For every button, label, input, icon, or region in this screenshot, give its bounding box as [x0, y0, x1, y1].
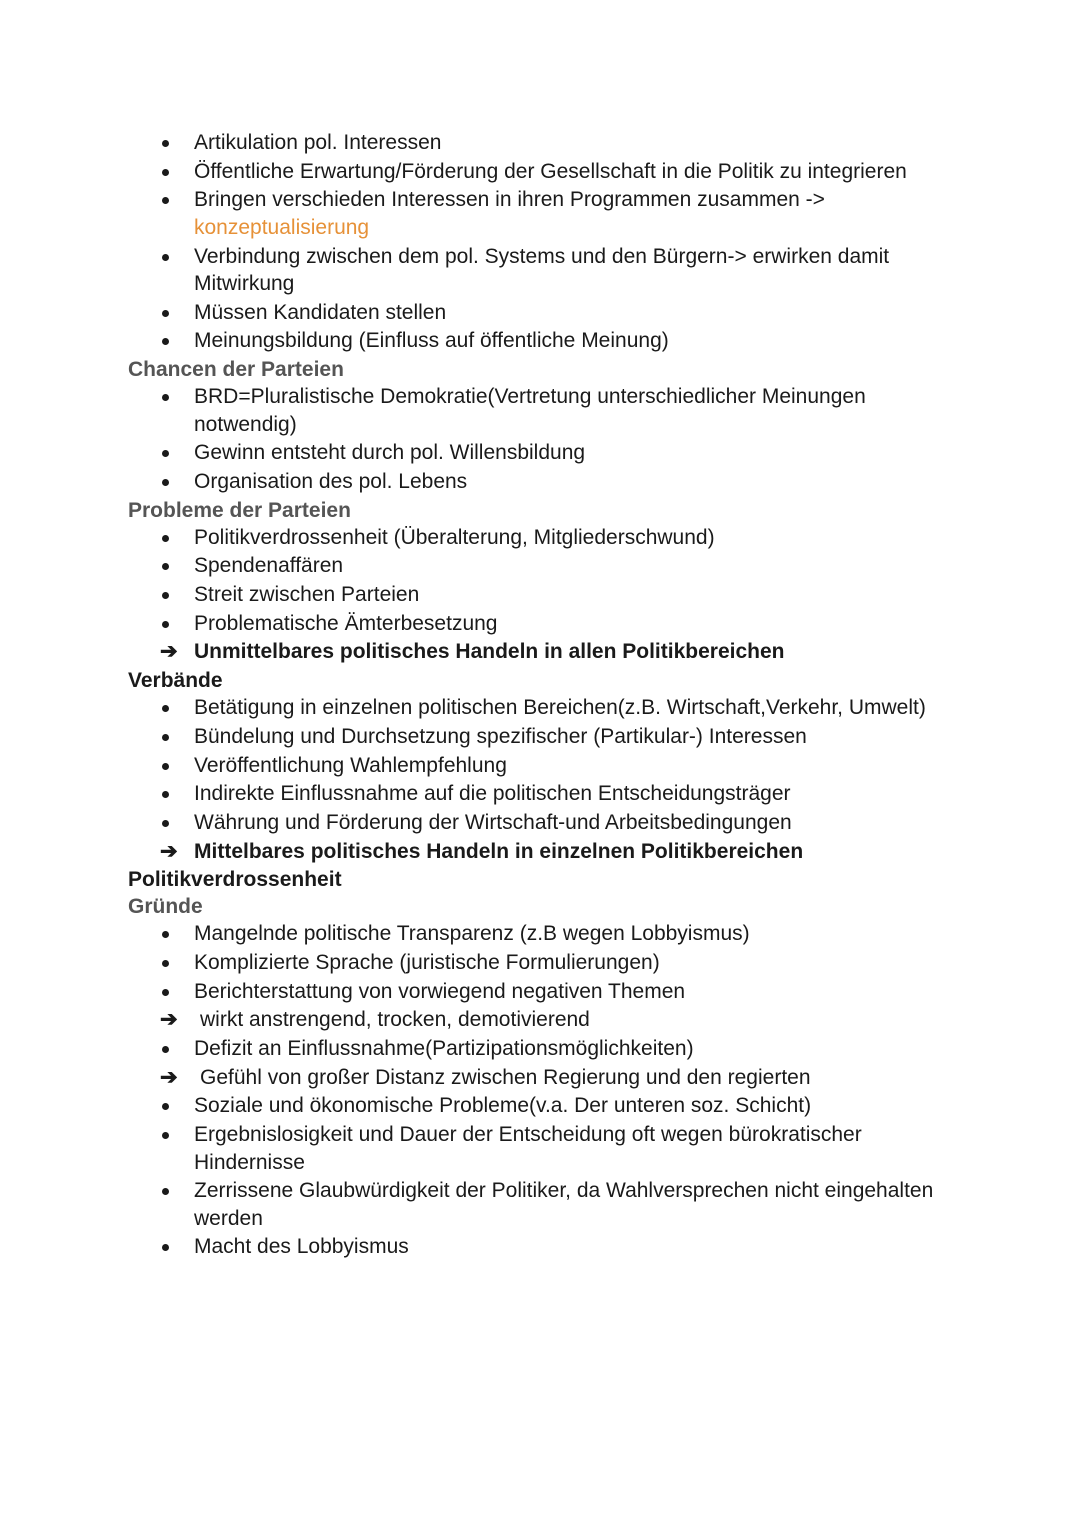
- list-item-text: Müssen Kandidaten stellen: [194, 300, 447, 324]
- list-item-text: Öffentliche Erwartung/Förderung der Gesellschaft in die Politik zu integrieren: [194, 159, 907, 183]
- list-item-text: Berichterstattung von vorwiegend negativen Themen: [194, 979, 686, 1003]
- list-item-text: BRD=Pluralistische Demokratie(Vertretung unterschiedlicher Meinungen notwendig): [194, 385, 866, 436]
- list-item-text: Meinungsbildung (Einfluss auf öffentliche Meinung): [194, 329, 669, 353]
- list-item-text: Mangelnde politische Transparenz (z.B wegen Lobbyismus): [194, 922, 750, 946]
- list-item-text: Bringen verschieden Interessen in ihren Programmen zusammen ->: [194, 188, 825, 212]
- section-heading-probleme: Probleme der Parteien: [128, 498, 351, 522]
- conclusion-text: Mittelbares politisches Handeln in einzelnen Politikbereichen: [194, 839, 804, 863]
- list-item-text: Macht des Lobbyismus: [194, 1235, 409, 1259]
- list-item: [0, 752, 1080, 780]
- list-item: [0, 439, 1080, 467]
- list-item-text: Betätigung in einzelnen politischen Bereichen(z.B. Wirtschaft,Verkehr, Umwelt): [194, 696, 926, 720]
- consequence-item: [0, 1064, 1080, 1092]
- list-item: [0, 299, 1080, 327]
- list-item-text: Gewinn entsteht durch pol. Willensbildung: [194, 441, 586, 465]
- arrow-right-icon: ➔: [160, 839, 178, 863]
- section-heading-verbaende: Verbände: [128, 669, 223, 693]
- list-item-text: Währung und Förderung der Wirtschaft-und Arbeitsbedingungen: [194, 810, 792, 834]
- list-item: [0, 1121, 1080, 1176]
- list-item-text: Defizit an Einflussnahme(Partizipationsmöglichkeiten): [194, 1037, 694, 1060]
- list-item-text: Politikverdrossenheit (Überalterung, Mitgliederschwund): [194, 525, 715, 549]
- list-item: [0, 243, 1080, 298]
- list-item-text: Indirekte Einflussnahme auf die politischen Entscheidungsträger: [194, 782, 791, 806]
- consequence-text: Gefühl von großer Distanz zwischen Regierung und den regierten: [200, 1065, 811, 1089]
- list-item: [0, 780, 1080, 808]
- list-item-text: Soziale und ökonomische Probleme(v.a. Der unteren soz. Schicht): [194, 1094, 812, 1118]
- consequence-item: [0, 1006, 1080, 1034]
- list-item-text: Spendenaffären: [194, 554, 344, 578]
- list-item: [0, 327, 1080, 355]
- list-item-text: Zerrissene Glaubwürdigkeit der Politiker, da Wahlversprechen nicht eingehalten werden: [194, 1179, 934, 1230]
- arrow-right-icon: ➔: [160, 1065, 178, 1089]
- list-item: [0, 383, 1080, 438]
- list-item: [0, 949, 1080, 977]
- list-item: [0, 1035, 1080, 1063]
- conclusion-item: [0, 638, 1080, 666]
- list-item: [0, 978, 1080, 1006]
- intro-list: [0, 129, 1080, 355]
- list-item: [0, 694, 1080, 722]
- list-item: [0, 524, 1080, 552]
- probleme-list: [0, 524, 1080, 666]
- list-item: [0, 581, 1080, 609]
- list-item: [0, 1092, 1080, 1120]
- section-heading-gruende: Gründe: [128, 895, 203, 919]
- list-item: [0, 552, 1080, 580]
- list-item-text: Problematische Ämterbesetzung: [194, 611, 498, 635]
- list-item: [0, 186, 1080, 241]
- highlight-term: konzeptualisierung: [194, 215, 370, 239]
- list-item-text: Artikulation pol. Interessen: [194, 131, 442, 154]
- consequence-text: wirkt anstrengend, trocken, demotivierend: [200, 1008, 590, 1032]
- list-item: [0, 1177, 1080, 1232]
- list-item: [0, 723, 1080, 751]
- conclusion-item: [0, 838, 1080, 866]
- section-heading-politikverdrossenheit: Politikverdrossenheit: [128, 868, 342, 892]
- list-item: [0, 920, 1080, 948]
- list-item: [0, 809, 1080, 837]
- list-item: [0, 129, 1080, 157]
- list-item-text: Organisation des pol. Lebens: [194, 470, 468, 493]
- conclusion-text: Unmittelbares politisches Handeln in allen Politikbereichen: [194, 640, 785, 664]
- section-heading-chancen: Chancen der Parteien: [128, 358, 344, 382]
- arrow-right-icon: ➔: [160, 1008, 178, 1032]
- chancen-list: [0, 383, 1080, 495]
- list-item: [0, 1233, 1080, 1261]
- list-item-text: Veröffentlichung Wahlempfehlung: [194, 753, 507, 777]
- list-item: [0, 610, 1080, 638]
- arrow-right-icon: ➔: [160, 640, 178, 664]
- gruende-list: [0, 920, 1080, 1261]
- verbaende-list: [0, 694, 1080, 865]
- list-item-text: Bündelung und Durchsetzung spezifischer (Partikular-) Interessen: [194, 724, 807, 748]
- list-item-text: Verbindung zwischen dem pol. Systems und den Bürgern-> erwirken damit Mitwirkung: [194, 244, 890, 296]
- list-item: [0, 468, 1080, 496]
- list-item-text: Ergebnislosigkeit und Dauer der Entscheidung oft wegen bürokratischer Hindernisse: [194, 1123, 862, 1174]
- list-item-text: Komplizierte Sprache (juristische Formulierungen): [194, 950, 660, 974]
- list-item: [0, 158, 1080, 186]
- list-item-text: Streit zwischen Parteien: [194, 583, 420, 607]
